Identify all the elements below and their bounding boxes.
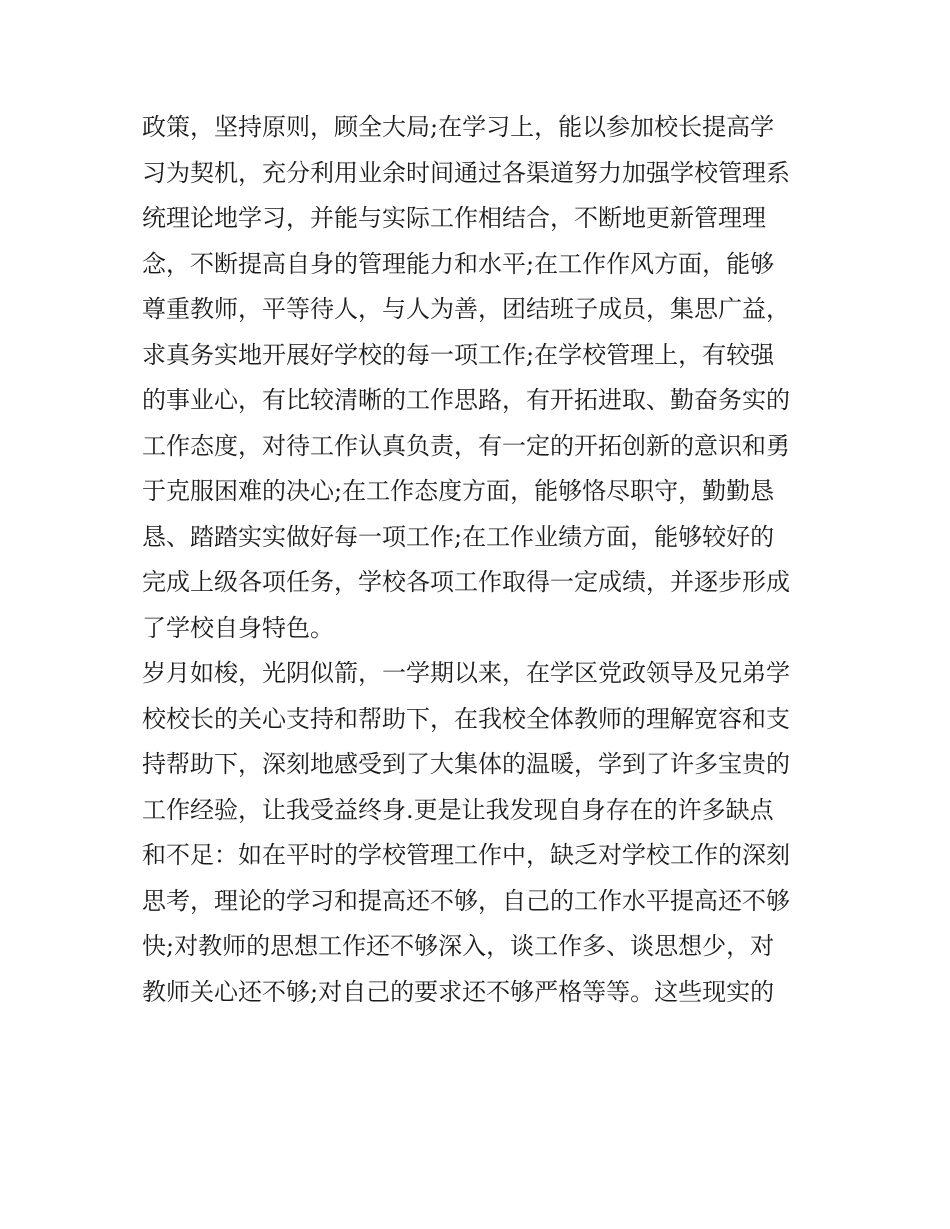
- text-line: 习为契机，充分利用业余时间通过各渠道努力加强学校管理系: [142, 158, 790, 187]
- text-line: 教师关心还不够;对自己的要求还不够严格等等。这些现实的: [142, 977, 775, 1006]
- text-line: 工作态度，对待工作认真负责，有一定的开拓创新的意识和勇: [142, 431, 790, 460]
- text-line: 快;对教师的思想工作还不够深入，谈工作多、谈思想少，对: [142, 932, 775, 960]
- text-line: 校校长的关心支持和帮助下，在我校全体教师的理解宽容和支: [142, 704, 790, 733]
- text-line: 统理论地学习，并能与实际工作相结合，不断地更新管理理: [142, 204, 766, 232]
- text-line: 念，不断提高自身的管理能力和水平;在工作作风方面，能够: [142, 249, 775, 278]
- text-line: 于克服困难的决心;在工作态度方面，能够恪尽职守，勤勤恳: [142, 477, 775, 505]
- text-line: 完成上级各项任务，学校各项工作取得一定成绩，并逐步形成: [142, 568, 790, 596]
- text-line: 岁月如梭，光阴似箭，一学期以来，在学区党政领导及兄弟学: [142, 659, 790, 687]
- text-line: 思考，理论的学习和提高还不够，自己的工作水平提高还不够: [142, 886, 790, 915]
- text-line: 恳、踏踏实实做好每一项工作;在工作业绩方面，能够较好的: [142, 522, 775, 551]
- text-line: 的事业心，有比较清晰的工作思路，有开拓进取、勤奋务实的: [142, 386, 790, 414]
- text-line: 和不足：如在平时的学校管理工作中，缺乏对学校工作的深刻: [142, 841, 790, 869]
- text-line: 尊重教师，平等待人，与人为善，团结班子成员，集思广益，: [142, 295, 790, 323]
- text-line: 持帮助下，深刻地感受到了大集体的温暖，学到了许多宝贵的: [142, 750, 790, 778]
- text-line: 工作经验，让我受益终身.更是让我发现自身存在的许多缺点: [142, 795, 774, 824]
- body-text: [142, 105, 822, 1015]
- text-line: 求真务实地开展好学校的每一项工作;在学校管理上，有较强: [142, 340, 775, 369]
- text-line: 了学校自身特色。: [142, 613, 334, 642]
- text-line: 政策，坚持原则，顾全大局;在学习上，能以参加校长提高学: [142, 113, 775, 141]
